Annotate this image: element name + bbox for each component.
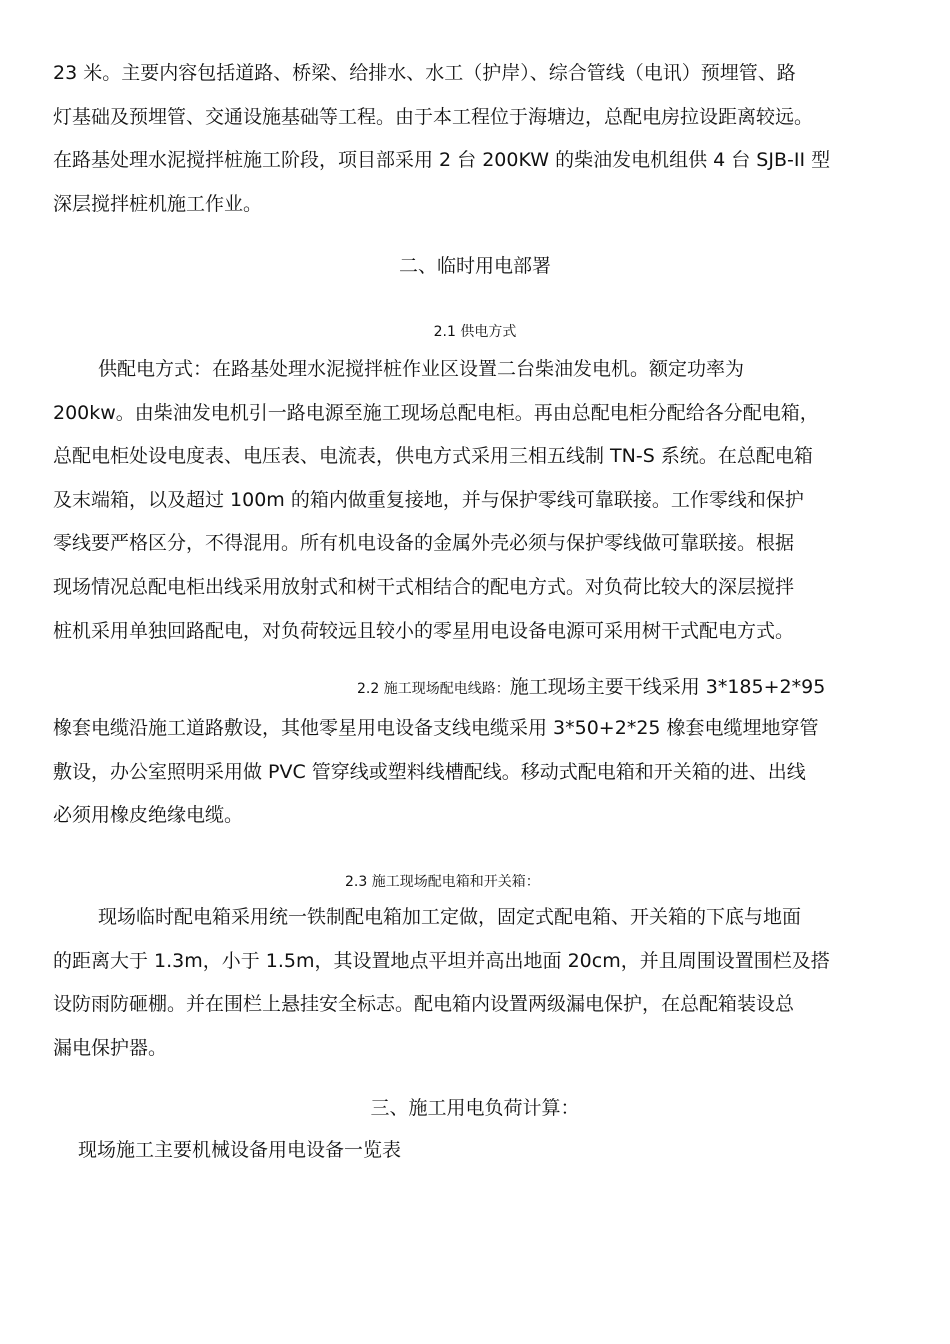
subsection-heading-2-2-label: 2.2 施工现场配电线路： (357, 681, 510, 697)
paragraph-line: 23 米。主要内容包括道路、桥梁、给排水、水工（护岸）、综合管线（电讯）预埋管、路 (53, 62, 796, 84)
subsection-heading-2-1: 2.1 供电方式 (433, 324, 517, 340)
subsection-heading-2-2 (357, 675, 825, 701)
section-heading-2: 二、临时用电部署 (398, 255, 551, 277)
paragraph-line: 现场临时配电箱采用统一铁制配电箱加工定做，固定式配电箱、开关箱的下底与地面 (98, 906, 802, 928)
paragraph-line: 漏电保护器。 (53, 1036, 168, 1059)
paragraph-line: 总配电柜处设电度表、电压表、电流表，供电方式采用三相五线制 TN-S 系统。在总配电箱 (53, 445, 813, 468)
paragraph-line: 必须用橡皮绝缘电缆。 (53, 804, 244, 827)
paragraph-line: 的距离大于 1.3m，小于 1.5m，其设置地点平坦并高出地面 20cm，并且周围设置围栏及搭 (53, 949, 830, 972)
paragraph-line: 现场情况总配电柜出线采用放射式和树干式相结合的配电方式。对负荷比较大的深层搅拌 (53, 575, 795, 598)
paragraph-line: 200kw。由柴油发电机引一路电源至施工现场总配电柜。再由总配电柜分配给各分配电箱， (53, 401, 819, 424)
power-supply-paragraph (53, 348, 893, 653)
subsection-heading-2-2-rest: 施工现场主要干线采用 3*185+2*95 (509, 676, 826, 698)
paragraph-line: 在路基处理水泥搅拌桩施工阶段，项目部采用 2 台 200KW 的柴油发电机组供 4 台 SJB-II 型 (53, 149, 831, 172)
paragraph-line: 设防雨防砸棚。并在围栏上悬挂安全标志。配电箱内设置两级漏电保护，在总配箱装设总 (53, 993, 795, 1016)
distribution-box-paragraph (53, 896, 893, 1070)
paragraph-line: 深层搅拌桩机施工作业。 (53, 192, 263, 215)
paragraph-line: 灯基础及预埋管、交通设施基础等工程。由于本工程位于海塘边，总配电房拉设距离较远。 (53, 105, 814, 128)
subsection-heading-2-3: 2.3 施工现场配电箱和开关箱： (345, 874, 540, 890)
paragraph-line: 及末端箱，以及超过 100m 的箱内做重复接地，并与保护零线可靠联接。工作零线和保护 (53, 488, 804, 511)
intro-paragraph (53, 52, 893, 226)
paragraph-line: 零线要严格区分，不得混用。所有机电设备的金属外壳必须与保护零线做可靠联接。根据 (53, 532, 795, 555)
paragraph-line: 桩机采用单独回路配电，对负荷较远且较小的零星用电设备电源可采用树干式配电方式。 (53, 619, 795, 642)
section-heading-3: 三、施工用电负荷计算： (370, 1097, 580, 1119)
paragraph-line: 敷设，办公室照明采用做 PVC 管穿线或塑料线槽配线。移动式配电箱和开关箱的进、出线 (53, 760, 806, 783)
paragraph-line: 供配电方式：在路基处理水泥搅拌桩作业区设置二台柴油发电机。额定功率为 (98, 358, 745, 380)
paragraph-line: 橡套电缆沿施工道路敷设，其他零星用电设备支线电缆采用 3*50+2*25 橡套电缆埋地穿管 (53, 717, 819, 739)
wiring-paragraph (53, 707, 893, 838)
table-caption: 现场施工主要机械设备用电设备一览表 (78, 1139, 402, 1161)
